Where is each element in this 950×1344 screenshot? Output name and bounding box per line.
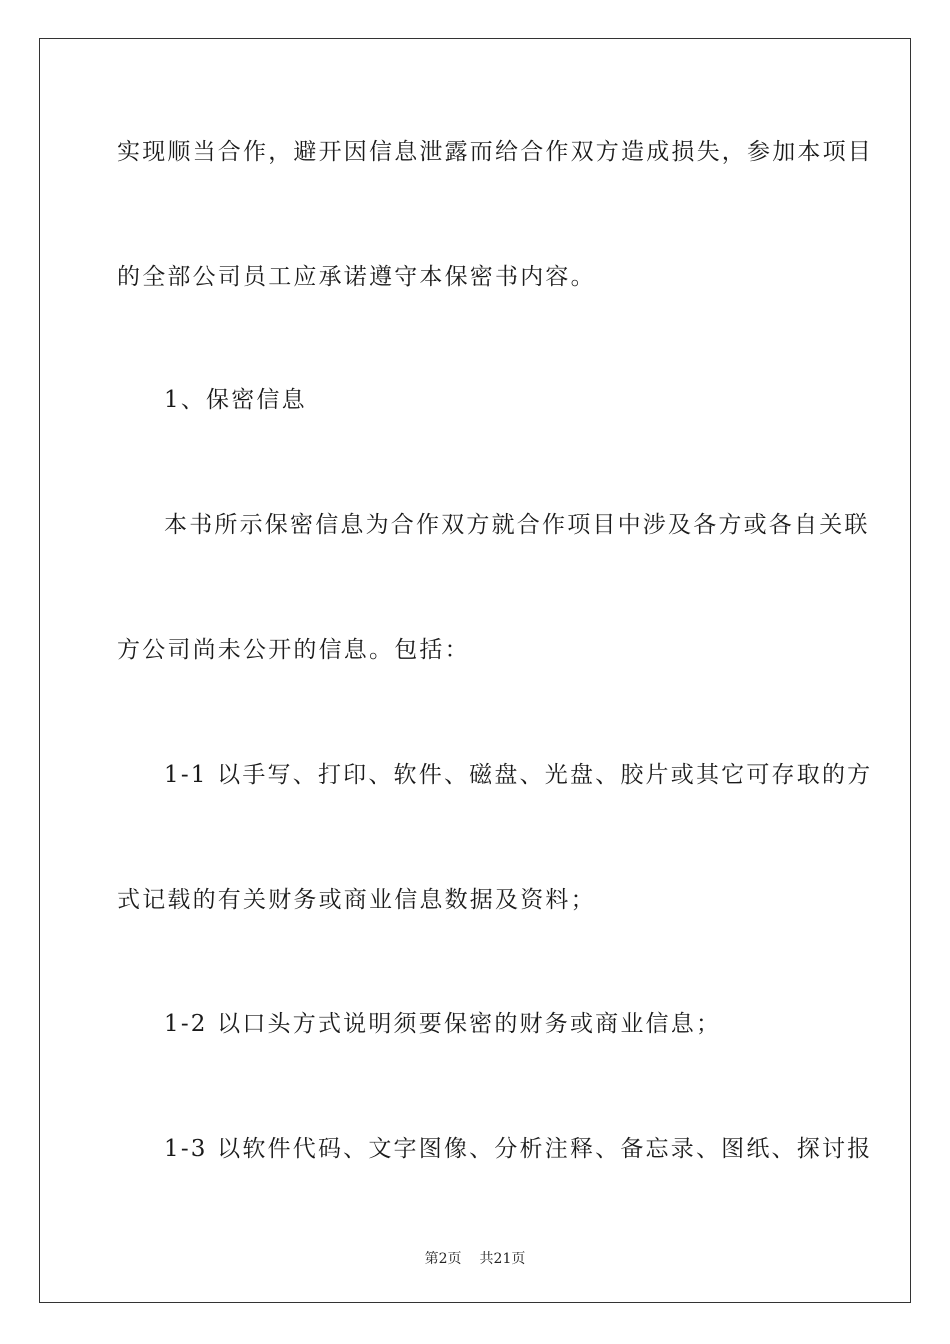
body-line-3: 本书所示保密信息为合作双方就合作项目中涉及各方或各自关联 [164,512,870,538]
section-heading: 1、保密信息 [164,387,307,413]
list-item-1-3: 1-3 以软件代码、文字图像、分析注释、备忘录、图纸、探讨报 [164,1136,873,1162]
page-total: 共21页 [479,1251,526,1267]
body-line-4: 方公司尚未公开的信息。包括： [117,637,470,663]
page-frame [39,38,911,1303]
body-line-1: 实现顺当合作，避开因信息泄露而给合作双方造成损失，参加本项目 [117,139,873,165]
page-footer [0,1248,950,1268]
list-item-1-1-cont: 式记载的有关财务或商业信息数据及资料； [117,887,596,913]
list-item-1-2: 1-2 以口头方式说明须要保密的财务或商业信息； [164,1011,722,1037]
page-number: 第2页 [424,1251,462,1267]
list-item-1-1: 1-1 以手写、打印、软件、磁盘、光盘、胶片或其它可存取的方 [164,762,873,788]
body-line-2: 的全部公司员工应承诺遵守本保密书内容。 [117,264,596,290]
